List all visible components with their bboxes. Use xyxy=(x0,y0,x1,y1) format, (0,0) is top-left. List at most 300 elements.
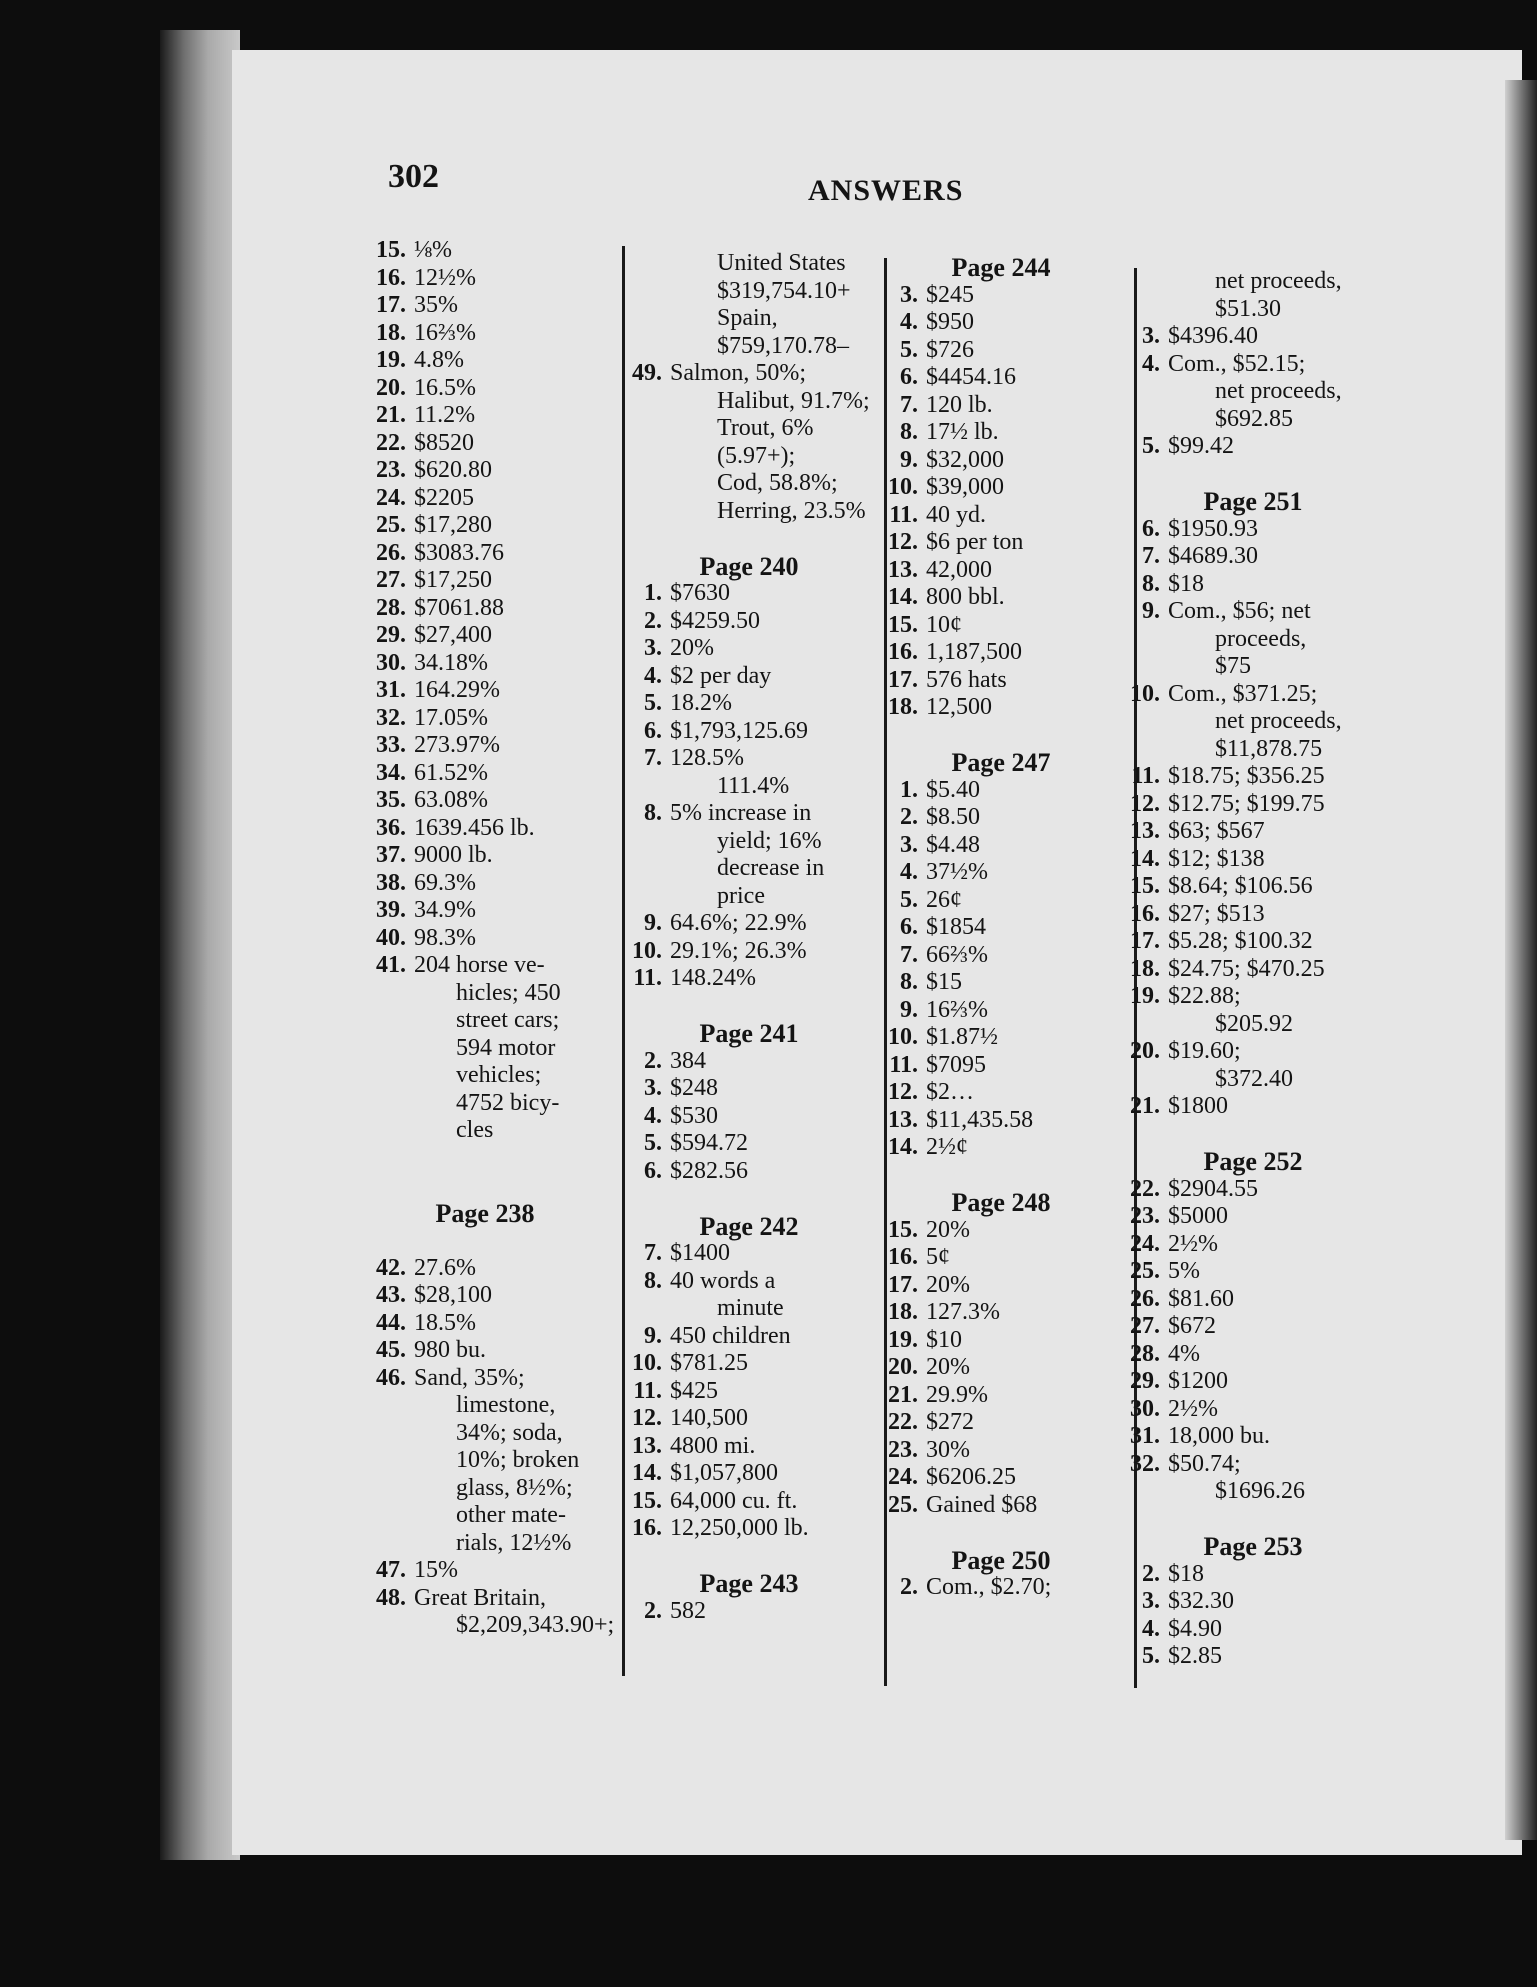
answer-line xyxy=(876,584,1126,612)
answer-text: 17.05% xyxy=(414,704,488,731)
answer-number: 17. xyxy=(1130,928,1160,954)
answer-text: 140,500 xyxy=(670,1405,748,1431)
answer-number: 37. xyxy=(376,842,406,868)
answer-line xyxy=(354,457,616,485)
page-number: 302 xyxy=(388,158,439,195)
answer-line xyxy=(876,1079,1126,1107)
answer-number: 24. xyxy=(376,484,406,511)
answer-line xyxy=(1118,1616,1388,1644)
answer-number: 24. xyxy=(1130,1230,1160,1257)
answer-text: 12½% xyxy=(414,264,476,291)
answer-text: $50.74; xyxy=(1168,1450,1241,1477)
answer-text: $4396.40 xyxy=(1168,323,1258,349)
answer-column-3 xyxy=(876,254,1126,1602)
answer-line xyxy=(876,887,1126,915)
answer-continuation: $205.92 xyxy=(1215,1010,1293,1037)
answer-number: 4. xyxy=(1142,350,1160,377)
answer-line xyxy=(876,1354,1126,1382)
answer-line xyxy=(876,474,1126,502)
answer-text: 800 bbl. xyxy=(926,584,1005,610)
answer-number: 20. xyxy=(1130,1038,1160,1064)
answer-text: 9000 lb. xyxy=(414,842,493,868)
answer-line xyxy=(354,1282,616,1310)
answer-continuation: 10%; broken xyxy=(456,1447,580,1473)
answer-text: 4800 mi. xyxy=(670,1432,756,1459)
answer-text: $272 xyxy=(926,1409,974,1435)
answer-text: $18 xyxy=(1168,570,1204,597)
answer-line xyxy=(1118,791,1388,819)
answer-text: 148.24% xyxy=(670,965,756,991)
answer-number: 15. xyxy=(376,237,406,263)
answer-line xyxy=(620,1598,878,1626)
page-heading: Page 252 xyxy=(1203,1147,1303,1176)
answer-number: 19. xyxy=(888,1326,918,1353)
answer-line xyxy=(620,663,878,691)
answer-text: 12,250,000 lb. xyxy=(670,1515,809,1541)
answer-line xyxy=(1118,1561,1388,1589)
answer-line xyxy=(354,1255,616,1283)
answer-text: Gained $68 xyxy=(926,1491,1038,1518)
answer-number: 8. xyxy=(1142,570,1160,597)
answer-number: 6. xyxy=(1142,515,1160,542)
answer-text: 20% xyxy=(926,1271,970,1298)
answer-number: 13. xyxy=(1130,818,1160,844)
answer-line xyxy=(1118,571,1388,599)
answer-line xyxy=(876,942,1126,970)
answer-line xyxy=(876,309,1126,337)
answer-number: 23. xyxy=(888,1436,918,1463)
answer-line xyxy=(354,1557,616,1585)
answer-line xyxy=(1118,1203,1388,1231)
answer-text: $1950.93 xyxy=(1168,515,1258,542)
answer-continuation: 34%; soda, xyxy=(456,1419,563,1446)
answer-text: $27,400 xyxy=(414,622,492,648)
answer-number: 5. xyxy=(644,690,662,716)
answer-number: 3. xyxy=(1142,323,1160,349)
answer-continuation: price xyxy=(717,882,765,909)
answer-line xyxy=(1118,1093,1388,1121)
answer-text: 582 xyxy=(670,1597,706,1624)
answer-number: 28. xyxy=(376,594,406,621)
answer-line xyxy=(1118,1423,1388,1451)
answer-number: 9. xyxy=(1142,598,1160,624)
answer-line xyxy=(620,1378,878,1406)
answer-number: 7. xyxy=(1142,543,1160,569)
answer-line xyxy=(876,694,1126,722)
answer-text: $15 xyxy=(926,969,962,995)
answer-number: 17. xyxy=(888,666,918,693)
answer-number: 12. xyxy=(1130,790,1160,817)
answer-number: 19. xyxy=(1130,983,1160,1009)
answer-line xyxy=(354,677,616,705)
answer-line xyxy=(620,1323,878,1351)
answer-line xyxy=(354,567,616,595)
answer-line xyxy=(620,718,878,746)
answer-line xyxy=(620,690,878,718)
answer-line xyxy=(620,608,878,636)
answer-number: 6. xyxy=(644,1157,662,1184)
answer-text: ⅛% xyxy=(414,237,452,263)
answer-text: 18.2% xyxy=(670,690,732,716)
answer-continuation: hicles; 450 xyxy=(456,979,561,1006)
answer-continuation: cles xyxy=(456,1117,494,1143)
answer-line xyxy=(876,1299,1126,1327)
answer-text: 35% xyxy=(414,292,458,318)
page-heading: Page 243 xyxy=(699,1569,799,1598)
answer-text: $17,250 xyxy=(414,567,492,593)
answer-number: 5. xyxy=(1142,1643,1160,1669)
page-heading: Page 242 xyxy=(699,1211,799,1241)
answer-number: 2. xyxy=(644,1597,662,1624)
answer-line xyxy=(620,1515,878,1543)
answer-text: $6206.25 xyxy=(926,1464,1016,1490)
answer-number: 47. xyxy=(376,1557,406,1583)
answer-text: $248 xyxy=(670,1075,718,1101)
answer-number: 44. xyxy=(376,1309,406,1336)
answer-line xyxy=(354,237,616,265)
answer-number: 9. xyxy=(900,446,918,473)
answer-text: 384 xyxy=(670,1047,706,1074)
answer-number: 11. xyxy=(633,965,662,991)
answer-line xyxy=(876,777,1126,805)
answer-number: 15. xyxy=(888,1216,918,1243)
answer-line xyxy=(876,1107,1126,1135)
answer-line xyxy=(876,1492,1126,1520)
answer-number: 18. xyxy=(376,319,406,346)
answer-number: 24. xyxy=(888,1464,918,1490)
answer-line xyxy=(876,997,1126,1025)
answer-line xyxy=(620,910,878,938)
answer-number: 5. xyxy=(900,336,918,363)
answer-text: $2 per day xyxy=(670,662,772,689)
answer-line xyxy=(620,1268,878,1296)
answer-text: $594.72 xyxy=(670,1130,748,1156)
answer-text: $7630 xyxy=(670,580,730,606)
answer-line xyxy=(876,392,1126,420)
answer-line xyxy=(620,1240,878,1268)
answer-continuation: $1696.26 xyxy=(1215,1478,1305,1504)
answer-number: 41. xyxy=(376,952,406,978)
answer-line xyxy=(354,402,616,430)
answer-text: 42,000 xyxy=(926,556,992,583)
answer-line xyxy=(620,1103,878,1131)
answer-number: 49. xyxy=(632,360,662,386)
answer-text: 11.2% xyxy=(414,402,476,428)
answer-text: $24.75; $470.25 xyxy=(1168,955,1325,982)
answer-number: 46. xyxy=(376,1364,406,1391)
answer-continuation: 594 motor xyxy=(456,1034,556,1061)
answer-continuation: street cars; xyxy=(456,1007,560,1033)
answer-continuation: rials, 12½% xyxy=(456,1529,572,1556)
answer-line xyxy=(876,804,1126,832)
spacer xyxy=(1118,1121,1388,1149)
answer-text: $8.64; $106.56 xyxy=(1168,873,1313,899)
answer-number: 48. xyxy=(376,1584,406,1611)
answer-number: 15. xyxy=(888,611,918,638)
answer-continuation: glass, 8½%; xyxy=(456,1474,573,1501)
answer-line xyxy=(1118,873,1388,901)
answer-text: $1.87½ xyxy=(926,1024,998,1050)
answer-text: $18.75; $356.25 xyxy=(1168,763,1325,789)
answer-continuation: Cod, 58.8%; xyxy=(717,470,838,496)
answer-text: 16.5% xyxy=(414,374,476,401)
answer-number: 13. xyxy=(632,1432,662,1459)
answer-number: 7. xyxy=(900,391,918,418)
answer-column-2 xyxy=(620,250,878,1625)
answer-number: 21. xyxy=(376,402,406,428)
answer-text: 273.97% xyxy=(414,732,500,758)
answer-line xyxy=(1118,1341,1388,1369)
answer-text: $32,000 xyxy=(926,446,1004,473)
answer-number: 10. xyxy=(632,937,662,964)
answer-number: 10. xyxy=(888,1024,918,1050)
answer-number: 12. xyxy=(888,529,918,555)
answer-line xyxy=(354,292,616,320)
answer-line xyxy=(876,529,1126,557)
answer-number: 27. xyxy=(376,567,406,593)
answer-continuation: United States xyxy=(717,250,846,276)
answer-continuation: Trout, 6% xyxy=(717,415,814,441)
answer-text: 2½% xyxy=(1168,1230,1218,1257)
answer-line xyxy=(354,1337,616,1365)
answer-line xyxy=(876,832,1126,860)
answer-line xyxy=(620,1488,878,1516)
answer-line xyxy=(1118,1258,1388,1286)
running-head: ANSWERS xyxy=(808,174,964,207)
answer-line xyxy=(354,787,616,815)
answer-continuation: $692.85 xyxy=(1215,405,1293,432)
answer-line xyxy=(354,347,616,375)
answer-line xyxy=(354,320,616,348)
answer-line xyxy=(876,914,1126,942)
answer-number: 16. xyxy=(1130,900,1160,927)
answer-number: 26. xyxy=(1130,1285,1160,1312)
answer-line xyxy=(1118,1231,1388,1259)
answer-line xyxy=(1118,928,1388,956)
answer-line xyxy=(1118,543,1388,571)
answer-line xyxy=(1118,598,1388,626)
answer-number: 3. xyxy=(644,635,662,661)
answer-continuation: Halibut, 91.7%; xyxy=(717,387,870,414)
answer-text: 20% xyxy=(670,635,714,661)
answer-number: 25. xyxy=(888,1491,918,1518)
answer-line xyxy=(620,745,878,773)
answer-number: 26. xyxy=(376,539,406,566)
answer-line xyxy=(1118,323,1388,351)
answer-text: 5% xyxy=(1168,1258,1200,1284)
answer-number: 29. xyxy=(376,622,406,648)
answer-text: $10 xyxy=(926,1326,962,1353)
answer-text: $3083.76 xyxy=(414,539,504,566)
answer-number: 11. xyxy=(889,1051,918,1078)
answer-continuation: 4752 bicy- xyxy=(456,1089,560,1116)
answer-text: $2.85 xyxy=(1168,1643,1222,1669)
answer-text: $4.48 xyxy=(926,831,980,858)
answer-text: 12,500 xyxy=(926,694,992,720)
answer-text: 27.6% xyxy=(414,1254,476,1281)
answer-text: 1,187,500 xyxy=(926,639,1022,665)
answer-text: $6 per ton xyxy=(926,529,1024,555)
answer-text: Com., $2.70; xyxy=(926,1574,1052,1600)
answer-text: 18.5% xyxy=(414,1309,476,1336)
answer-line xyxy=(354,705,616,733)
answer-number: 29. xyxy=(1130,1368,1160,1394)
answer-number: 19. xyxy=(376,347,406,373)
answer-text: $12; $138 xyxy=(1168,845,1265,872)
answer-continuation: $759,170.78– xyxy=(717,332,849,359)
answer-text: 980 bu. xyxy=(414,1337,486,1363)
answer-number: 5. xyxy=(1142,433,1160,459)
answer-line xyxy=(876,1244,1126,1272)
answer-number: 23. xyxy=(1130,1203,1160,1229)
answer-text: $1400 xyxy=(670,1240,730,1266)
answer-text: $425 xyxy=(670,1377,718,1404)
answer-text: 127.3% xyxy=(926,1299,1000,1325)
answer-text: $4689.30 xyxy=(1168,543,1258,569)
answer-line xyxy=(876,337,1126,365)
answer-text: 26¢ xyxy=(926,886,962,913)
answer-number: 22. xyxy=(376,429,406,456)
answer-line xyxy=(354,265,616,293)
answer-continuation: proceeds, xyxy=(1215,625,1307,652)
answer-line xyxy=(354,540,616,568)
answer-number: 14. xyxy=(888,1134,918,1160)
answer-number: 1. xyxy=(900,776,918,803)
answer-text: $19.60; xyxy=(1168,1038,1241,1064)
answer-number: 13. xyxy=(888,1106,918,1133)
answer-number: 14. xyxy=(1130,845,1160,872)
answer-text: $7095 xyxy=(926,1051,986,1078)
answer-line xyxy=(620,800,878,828)
answer-column-4 xyxy=(1118,268,1388,1671)
answer-line xyxy=(620,1158,878,1186)
answer-number: 3. xyxy=(1142,1588,1160,1614)
answer-line xyxy=(620,1433,878,1461)
answer-number: 11. xyxy=(889,501,918,528)
answer-text: 16⅔% xyxy=(926,996,988,1023)
answer-number: 31. xyxy=(376,677,406,703)
answer-text: $5000 xyxy=(1168,1203,1228,1229)
answer-number: 43. xyxy=(376,1282,406,1308)
answer-line xyxy=(354,595,616,623)
spacer xyxy=(876,1162,1126,1190)
answer-continuation: $319,754.10+ xyxy=(717,277,851,304)
answer-number: 18. xyxy=(888,1299,918,1325)
answer-line xyxy=(876,1327,1126,1355)
answer-line xyxy=(876,859,1126,887)
answer-continuation: limestone, xyxy=(456,1392,556,1418)
answer-text: 204 horse ve- xyxy=(414,952,545,978)
answer-text: Great Britain, xyxy=(414,1584,546,1611)
answer-number: 12. xyxy=(888,1079,918,1105)
answer-line xyxy=(876,969,1126,997)
answer-number: 42. xyxy=(376,1254,406,1281)
answer-text: 20% xyxy=(926,1216,970,1243)
answer-number: 16. xyxy=(888,1244,918,1270)
answer-number: 32. xyxy=(376,704,406,731)
answer-line xyxy=(354,842,616,870)
answer-text: 34.9% xyxy=(414,897,476,923)
spacer xyxy=(1118,1506,1388,1534)
answer-line xyxy=(876,1024,1126,1052)
answer-continuation: other mate- xyxy=(456,1502,566,1528)
page-heading: Page 241 xyxy=(699,1019,799,1048)
answer-text: $63; $567 xyxy=(1168,818,1265,844)
answer-number: 2. xyxy=(644,607,662,634)
binding-shadow xyxy=(1505,80,1537,1840)
answer-text: 4% xyxy=(1168,1340,1200,1367)
answer-line xyxy=(354,897,616,925)
page-heading: Page 250 xyxy=(951,1545,1051,1575)
answer-text: 30% xyxy=(926,1436,970,1463)
answer-line xyxy=(1118,1396,1388,1424)
answer-line xyxy=(876,612,1126,640)
answer-text: Salmon, 50%; xyxy=(670,360,806,386)
page-heading: Page 248 xyxy=(951,1188,1051,1217)
answer-text: 29.1%; 26.3% xyxy=(670,937,807,964)
answer-text: 1639.456 lb. xyxy=(414,814,535,841)
spacer xyxy=(1118,461,1388,489)
answer-line xyxy=(620,360,878,388)
answer-number: 21. xyxy=(888,1381,918,1408)
answer-number: 7. xyxy=(644,1240,662,1266)
answer-line xyxy=(876,667,1126,695)
spacer xyxy=(620,1543,878,1571)
answer-number: 13. xyxy=(888,556,918,583)
answer-number: 6. xyxy=(644,717,662,744)
answer-number: 10. xyxy=(1130,680,1160,707)
answer-continuation: decrease in xyxy=(717,855,825,881)
answer-line xyxy=(620,1350,878,1378)
answer-number: 17. xyxy=(376,292,406,318)
answer-text: $8520 xyxy=(414,429,474,456)
answer-line xyxy=(620,965,878,993)
answer-number: 15. xyxy=(1130,873,1160,899)
answer-continuation: vehicles; xyxy=(456,1062,542,1088)
answer-number: 3. xyxy=(644,1075,662,1101)
answer-text: $4.90 xyxy=(1168,1615,1222,1642)
answer-line xyxy=(354,512,616,540)
answer-text: 2½% xyxy=(1168,1395,1218,1422)
page-edge xyxy=(160,30,240,1860)
answer-number: 34. xyxy=(376,759,406,786)
answer-number: 27. xyxy=(1130,1313,1160,1339)
answer-continuation: net proceeds, xyxy=(1215,378,1342,404)
answer-line xyxy=(1118,516,1388,544)
answer-line xyxy=(354,952,616,980)
answer-line xyxy=(354,375,616,403)
answer-number: 10. xyxy=(632,1350,662,1376)
answer-line xyxy=(1118,681,1388,709)
answer-text: $27; $513 xyxy=(1168,900,1265,927)
answer-number: 5. xyxy=(644,1130,662,1156)
answer-number: 22. xyxy=(888,1409,918,1435)
answer-line xyxy=(1118,433,1388,461)
page-heading: Page 240 xyxy=(699,551,799,581)
spacer xyxy=(354,1227,616,1255)
answer-number: 14. xyxy=(888,584,918,610)
answer-number: 4. xyxy=(900,859,918,885)
answer-number: 16. xyxy=(888,639,918,665)
page-heading: Page 247 xyxy=(951,748,1051,777)
page-heading: Page 244 xyxy=(951,253,1051,282)
answer-line xyxy=(1118,956,1388,984)
answer-line xyxy=(876,1409,1126,1437)
answer-number: 18. xyxy=(1130,955,1160,982)
answer-line xyxy=(620,1075,878,1103)
answer-number: 7. xyxy=(900,941,918,968)
answer-number: 4. xyxy=(644,662,662,689)
